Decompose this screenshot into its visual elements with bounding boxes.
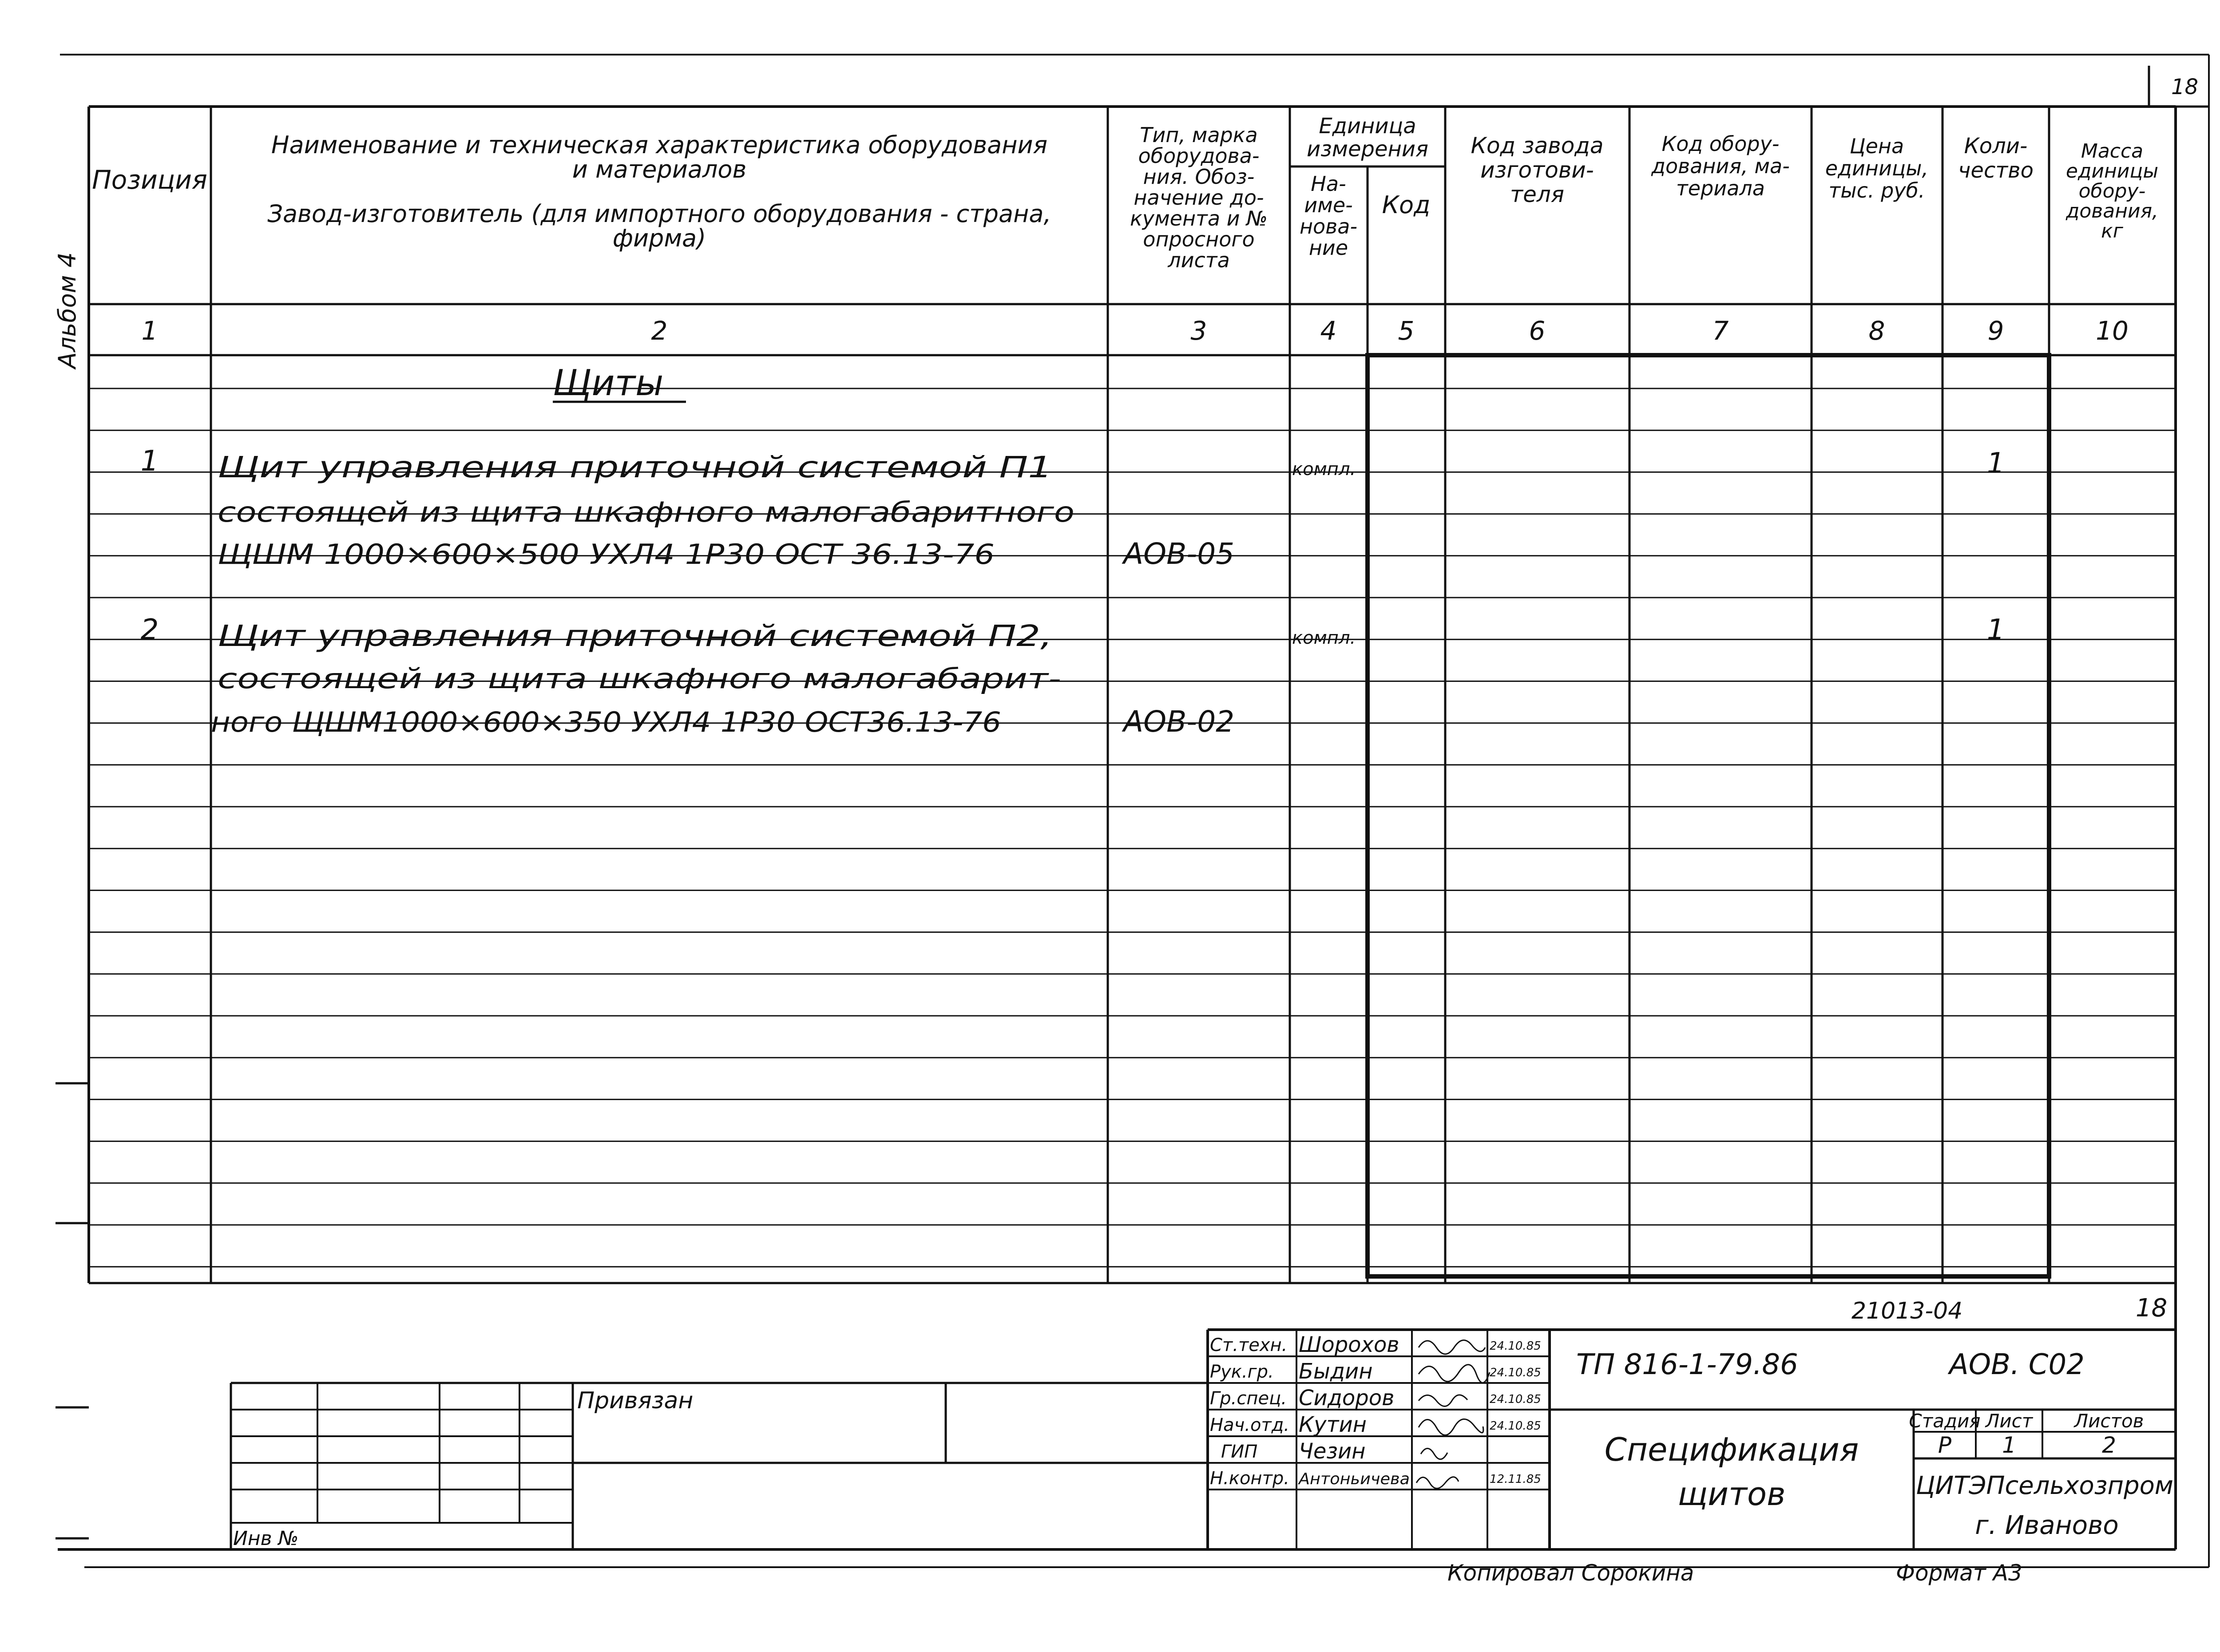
header-c8-line1: Цена <box>1849 134 1904 158</box>
header-c4-line1: На- <box>1311 172 1346 196</box>
header-c3-line6: опросного <box>1143 227 1255 251</box>
header-c3-line1: Тип, марка <box>1140 123 1258 147</box>
item-type: АОВ-02 <box>1123 705 1235 739</box>
bound-label: Привязан <box>577 1387 694 1414</box>
copied-by: Копировал Сорокина <box>1447 1560 1694 1586</box>
item-position: 1 <box>140 445 159 478</box>
header-c2-line2: и материалов <box>572 155 747 183</box>
header-c4-line4: ние <box>1308 236 1348 260</box>
doc-title-line1: Спецификация <box>1604 1431 1859 1468</box>
sheets-value: 2 <box>2102 1432 2116 1458</box>
org-city: г. Иваново <box>1975 1510 2119 1540</box>
item-unit: компл. <box>1292 628 1356 648</box>
signer-role: ГИП <box>1221 1442 1258 1462</box>
item-name-line: ЩШМ 1000×600×500 УХЛ4 1Р30 ОСТ 36.13-76 <box>218 538 995 570</box>
item-unit: компл. <box>1292 459 1356 479</box>
signer-date: 24.10.85 <box>1490 1393 1541 1406</box>
header-c1: Позиция <box>92 165 207 195</box>
colnum-7: 7 <box>1712 316 1729 346</box>
header-unit-group-line2: измерения <box>1307 137 1428 162</box>
signer-name: Шорохов <box>1299 1332 1399 1357</box>
signer-role: Н.контр. <box>1210 1468 1289 1489</box>
designation: ТП 816-1-79.86 <box>1576 1348 1798 1381</box>
item-name-line: состоящей из щита шкафного малогабаритного <box>218 496 1074 528</box>
header-c3-line7: листа <box>1168 248 1230 272</box>
header-c4-line3: нова- <box>1299 214 1358 238</box>
header-c7-line1: Код обору- <box>1661 132 1780 156</box>
signer-date: 24.10.85 <box>1490 1366 1541 1379</box>
item-qty: 1 <box>1986 447 2005 480</box>
mark: АОВ. С02 <box>1949 1348 2085 1381</box>
format-label: Формат А3 <box>1896 1560 2022 1586</box>
signer-date: 12.11.85 <box>1490 1473 1541 1486</box>
header-c2-line4: фирма) <box>612 224 706 252</box>
item-name-line: состоящей из щита шкафного малогабарит- <box>218 662 1061 695</box>
header-c8-line2: единицы, <box>1825 156 1929 180</box>
header-c2-line3: Завод-изготовитель (для импортного оборудования - страна, <box>267 200 1051 228</box>
doc-code: 21013-04 <box>1851 1298 1963 1324</box>
header-c9-line2: чество <box>1958 158 2034 183</box>
colnum-6: 6 <box>1529 316 1546 346</box>
stage-header: Стадия <box>1909 1410 1981 1432</box>
signer-date: 24.10.85 <box>1490 1339 1541 1353</box>
header-c10-line4: дования, <box>2065 200 2159 222</box>
header-c6-line1: Код завода <box>1471 133 1604 158</box>
corner-sheet-number: 18 <box>2171 75 2199 99</box>
item-name-line: Щит управления приточной системой П1 <box>218 450 1052 484</box>
header-c6-line3: теля <box>1510 182 1564 207</box>
header-c10-line5: кг <box>2101 220 2123 242</box>
header-c3-line4: начение до- <box>1134 186 1264 210</box>
header-c3-line3: ния. Обоз- <box>1143 165 1255 189</box>
colnum-4: 4 <box>1320 316 1337 346</box>
section-title: Щиты <box>553 362 664 404</box>
album-label: Альбом 4 <box>53 252 81 368</box>
header-c6-line2: изготови- <box>1480 157 1594 183</box>
colnum-10: 10 <box>2096 316 2129 346</box>
spec-item-1 <box>141 445 2005 571</box>
signer-role: Нач.отд. <box>1210 1415 1290 1435</box>
signer-name: Быдин <box>1299 1359 1373 1384</box>
item-position: 2 <box>140 614 159 646</box>
trim-lines <box>60 55 2209 1567</box>
sheets-header: Листов <box>2074 1410 2144 1432</box>
header-c4-line2: име- <box>1304 193 1353 217</box>
spec-item-2 <box>141 614 2005 739</box>
table-frame <box>89 107 2176 1549</box>
signature-marks <box>1416 1340 1490 1489</box>
header-c9-line1: Коли- <box>1964 134 2028 158</box>
colnum-5: 5 <box>1398 316 1415 346</box>
stamp-sheet-number: 18 <box>2136 1294 2168 1323</box>
signer-date: 24.10.85 <box>1490 1419 1541 1433</box>
item-name-line: Щит управления приточной системой П2, <box>218 619 1052 653</box>
signer-name: Чезин <box>1299 1439 1366 1464</box>
item-type: АОВ-05 <box>1123 537 1235 571</box>
inv-label: Инв № <box>233 1527 299 1550</box>
header-c10-line1: Масса <box>2081 140 2144 162</box>
colnum-8: 8 <box>1868 316 1885 346</box>
header-unit-group-line1: Единица <box>1319 114 1416 139</box>
doc-title-line2: щитов <box>1677 1475 1786 1513</box>
colnum-9: 9 <box>1987 316 2004 346</box>
signer-role: Рук.гр. <box>1210 1362 1274 1382</box>
item-qty: 1 <box>1986 614 2005 646</box>
signer-role: Гр.спец. <box>1210 1388 1287 1409</box>
header-c10-line3: обору- <box>2078 180 2146 202</box>
header-c5: Код <box>1382 191 1431 219</box>
header-c10-line2: единицы <box>2065 160 2159 182</box>
colnum-3: 3 <box>1190 316 1207 346</box>
bold-block <box>1368 355 2049 1276</box>
header-c7-line3: териала <box>1676 176 1765 200</box>
sheet-value: 1 <box>2002 1432 2016 1458</box>
org-name: ЦИТЭПсельхозпром <box>1916 1471 2173 1500</box>
header-c2-line1: Наименование и техническая характеристика оборудования <box>271 131 1048 159</box>
sheet-header: Лист <box>1985 1410 2033 1432</box>
margin-ticks <box>56 1083 89 1538</box>
stage-value: Р <box>1938 1432 1952 1458</box>
signer-name: Антоньичева <box>1297 1470 1410 1488</box>
colnum-1: 1 <box>141 316 158 346</box>
signer-name: Кутин <box>1299 1412 1367 1437</box>
item-name-line: ного ЩШМ1000×600×350 УХЛ4 1Р30 ОСТ36.13-76 <box>211 706 1001 738</box>
colnum-2: 2 <box>651 316 668 346</box>
header-c7-line2: дования, ма- <box>1651 154 1790 178</box>
signer-role: Ст.техн. <box>1210 1335 1288 1355</box>
column-headers <box>92 114 2158 272</box>
header-c3-line2: оборудова- <box>1138 144 1260 168</box>
signer-name: Сидоров <box>1299 1386 1395 1410</box>
header-c3-line5: кумента и № <box>1130 206 1268 230</box>
title-block-texts <box>233 1294 2173 1586</box>
column-number-row <box>142 316 2129 346</box>
header-c8-line3: тыс. руб. <box>1828 178 1925 202</box>
